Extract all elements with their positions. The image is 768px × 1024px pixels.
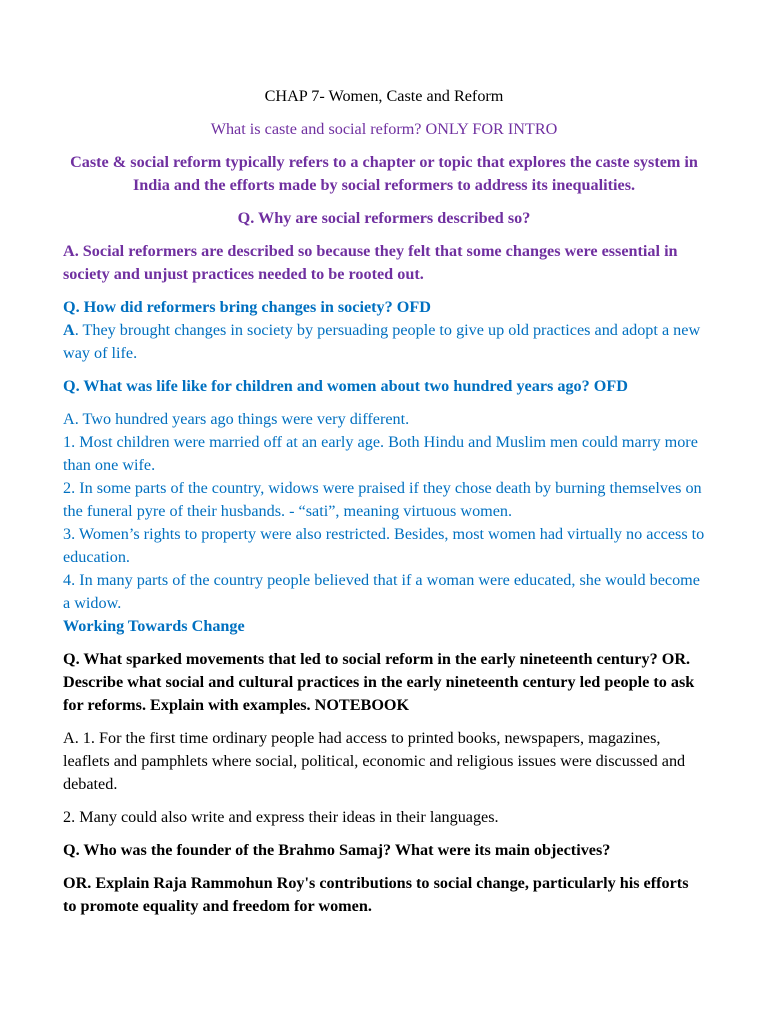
answer-line: 2. In some parts of the country, widows were praised if they chose death by burning themselves on the funeral pyre of their husbands. - “sati”, meaning virtuous women. [63,479,702,520]
answer-life-two-hundred-years [63,408,705,615]
question-social-reformers: Q. Why are social reformers described so? [237,209,531,227]
question-reformers-changes: Q. How did reformers bring changes in society? OFD [63,298,431,316]
section-heading: Working Towards Change [63,617,245,635]
answer-reformers-changes [63,319,705,365]
answer-line: 4. In many parts of the country people believed that if a woman were educated, she would become a widow. [63,571,700,612]
answer-line: A. Two hundred years ago things were very different. [63,410,410,428]
answer-line: 1. Most children were married off at an early age. Both Hindu and Muslim men could marry more than one wife. [63,433,698,474]
answer-social-reform-point-1: A. 1. For the first time ordinary people had access to printed books, newspapers, magazines, leaflets and pamphlets where social, political, economic and religious issues were discussed and debated. [63,729,686,793]
question-social-reform-movements: Q. What sparked movements that led to social reform in the early nineteenth century? OR. Describe what social and cultural practices in the early nineteenth century led people to ask for reforms. Explain with examples. NOTEBOOK [63,650,695,714]
document-page [63,85,705,918]
intro-answer: Caste & social reform typically refers to a chapter or topic that explores the caste system in India and the efforts made by social reformers to address its inequalities. [70,153,698,194]
intro-question: What is caste and social reform? ONLY FOR INTRO [210,120,558,138]
answer-line: 3. Women’s rights to property were also restricted. Besides, most women had virtually no access to education. [63,525,705,566]
question-brahmo-samaj: Q. Who was the founder of the Brahmo Samaj? What were its main objectives? [63,841,611,859]
answer-social-reformers: A. Social reformers are described so because they felt that some changes were essential in society and unjust practices needed to be rooted out. [63,242,678,283]
chapter-title: CHAP 7- Women, Caste and Reform [264,87,504,105]
answer-social-reform-point-2: 2. Many could also write and express their ideas in their languages. [63,808,499,826]
answer-text: . They brought changes in society by persuading people to give up old practices and adopt a new way of life. [63,321,701,362]
question-rammohun-roy: OR. Explain Raja Rammohun Roy's contributions to social change, particularly his efforts to promote equality and freedom for women. [63,874,689,915]
answer-prefix: A [63,321,75,339]
question-life-two-hundred-years: Q. What was life like for children and women about two hundred years ago? OFD [63,377,628,395]
